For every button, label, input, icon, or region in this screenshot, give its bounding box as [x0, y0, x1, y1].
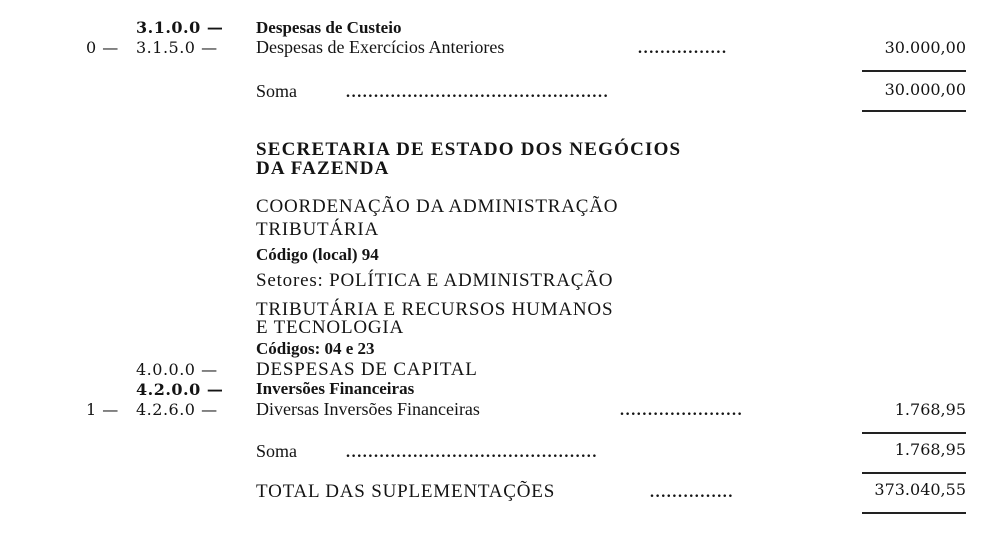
leader-dots: ...................... [620, 402, 744, 419]
heading-fazenda: DA FAZENDA [256, 158, 390, 179]
setores-line-2: TRIBUTÁRIA E RECURSOS HUMANOS [256, 299, 614, 320]
leader-dots: ............... [650, 484, 734, 501]
codigos: Códigos: 04 e 23 [256, 339, 375, 358]
value-total: 373.040,55 [874, 480, 966, 499]
rule [862, 472, 966, 474]
setores-line-1: Setores: POLÍTICA E ADMINISTRAÇÃO [256, 270, 614, 291]
value-soma-2: 1.768,95 [894, 440, 966, 459]
setores-line-3: E TECNOLOGIA [256, 317, 405, 338]
label-inversoes-financeiras: Inversões Financeiras [256, 379, 415, 398]
rule [862, 432, 966, 434]
label-exercicios-anteriores: Despesas de Exercícios Anteriores [256, 37, 505, 57]
prefix-1: 1 — [86, 400, 119, 419]
label-soma-1: Soma [256, 81, 298, 101]
value-exercicios-anteriores: 30.000,00 [884, 38, 966, 57]
prefix-0: 0 — [86, 38, 119, 57]
label-total-suplementacoes: TOTAL DAS SUPLEMENTAÇÕES [256, 481, 556, 502]
rule [862, 512, 966, 514]
code-4000: 4.0.0.0 — [136, 360, 218, 379]
coordenacao-line-1: COORDENAÇÃO DA ADMINISTRAÇÃO [256, 196, 619, 217]
code-3150: 3.1.5.0 — [136, 38, 218, 57]
label-despesas-custeio: Despesas de Custeio [256, 18, 402, 37]
value-soma-1: 30.000,00 [884, 80, 966, 99]
code-3100: 3.1.0.0 — [136, 18, 224, 37]
coordenacao-line-2: TRIBUTÁRIA [256, 219, 380, 240]
rule [862, 110, 966, 112]
label-diversas-inversoes: Diversas Inversões Financeiras [256, 399, 480, 419]
codigo-local: Código (local) 94 [256, 245, 379, 264]
leader-dots: ............................................. [346, 444, 598, 461]
value-diversas-inversoes: 1.768,95 [894, 400, 966, 419]
label-soma-2: Soma [256, 441, 298, 461]
leader-dots: ................ [638, 40, 728, 57]
leader-dots: ............................................... [346, 84, 610, 101]
code-4260: 4.2.6.0 — [136, 400, 218, 419]
heading-secretaria: SECRETARIA DE ESTADO DOS NEGÓCIOS [256, 139, 682, 160]
label-despesas-capital: DESPESAS DE CAPITAL [256, 359, 478, 380]
code-4200: 4.2.0.0 — [136, 380, 224, 399]
rule [862, 70, 966, 72]
